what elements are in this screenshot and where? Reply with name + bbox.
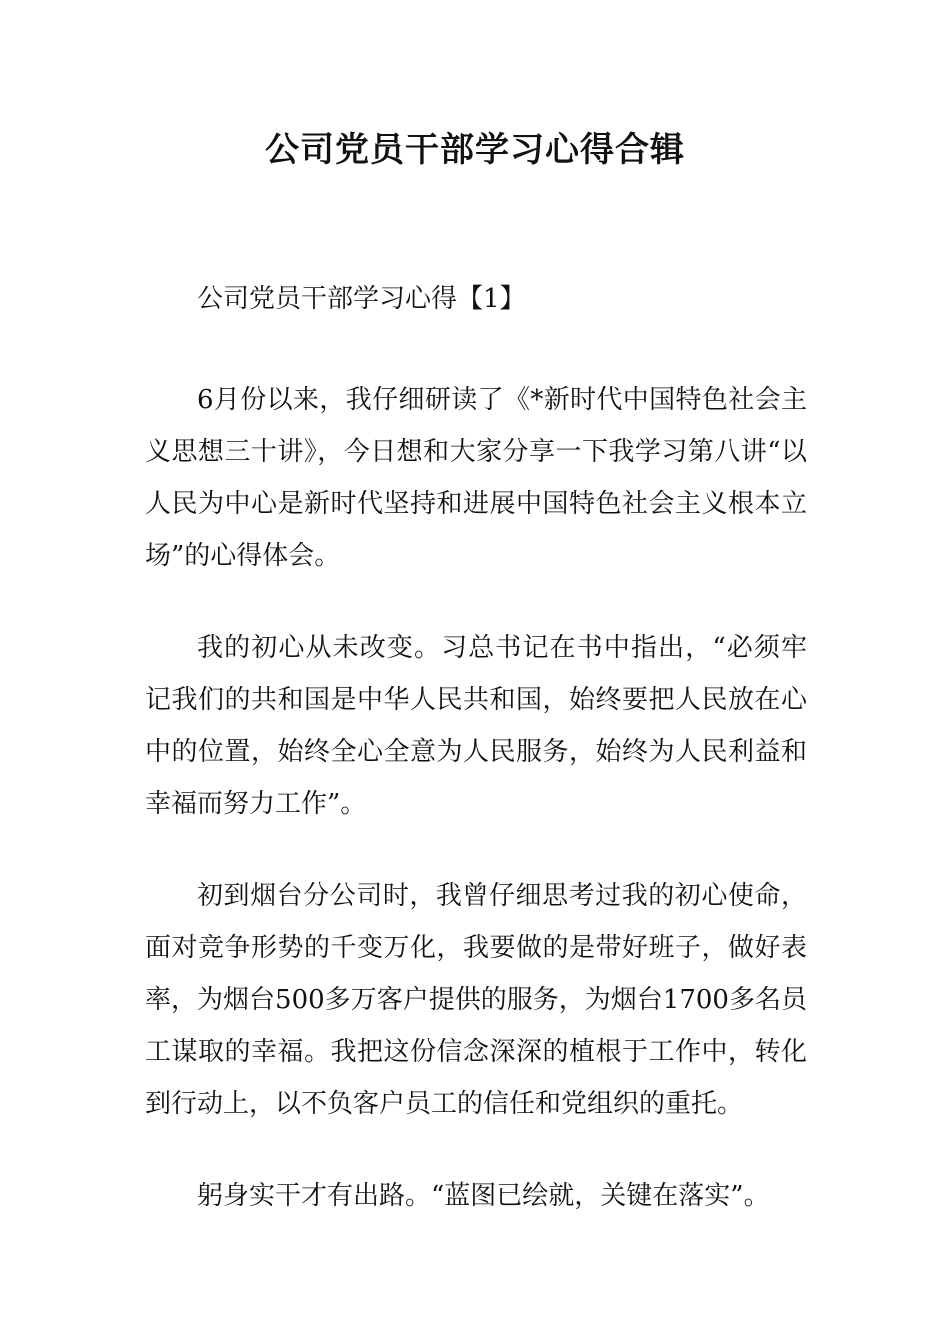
section-heading: 公司党员干部学习心得【1】: [197, 284, 526, 314]
document-title: 公司党员干部学习心得合辑: [265, 130, 685, 170]
paragraph-2: 我的初心从未改变。习总书记在书中指出，“必须牢记我们的共和国是中华人民共和国，始终要把人民放在心中的位置，始终全心全意为人民服务，始终为人民利益和幸福而努力工作”。: [145, 633, 807, 819]
paragraph-3: 初到烟台分公司时，我曾仔细思考过我的初心使命，面对竞争形势的千变万化，我要做的是带好班子，做好表率，为烟台500多万客户提供的服务，为烟台1700多名员工谋取的幸福。我把这份信念深深的植根于工作中，转化到行动上，以不负客户员工的信任和党组织的重托。: [145, 881, 807, 1119]
paragraph-1: 6月份以来，我仔细研读了《*新时代中国特色社会主义思想三十讲》，今日想和大家分享一下我学习第八讲“以人民为中心是新时代坚持和进展中国特色社会主义根本立场”的心得体会。: [145, 385, 807, 571]
paragraph-4: 躬身实干才有出路。“蓝图已绘就，关键在落实”。: [197, 1181, 770, 1211]
